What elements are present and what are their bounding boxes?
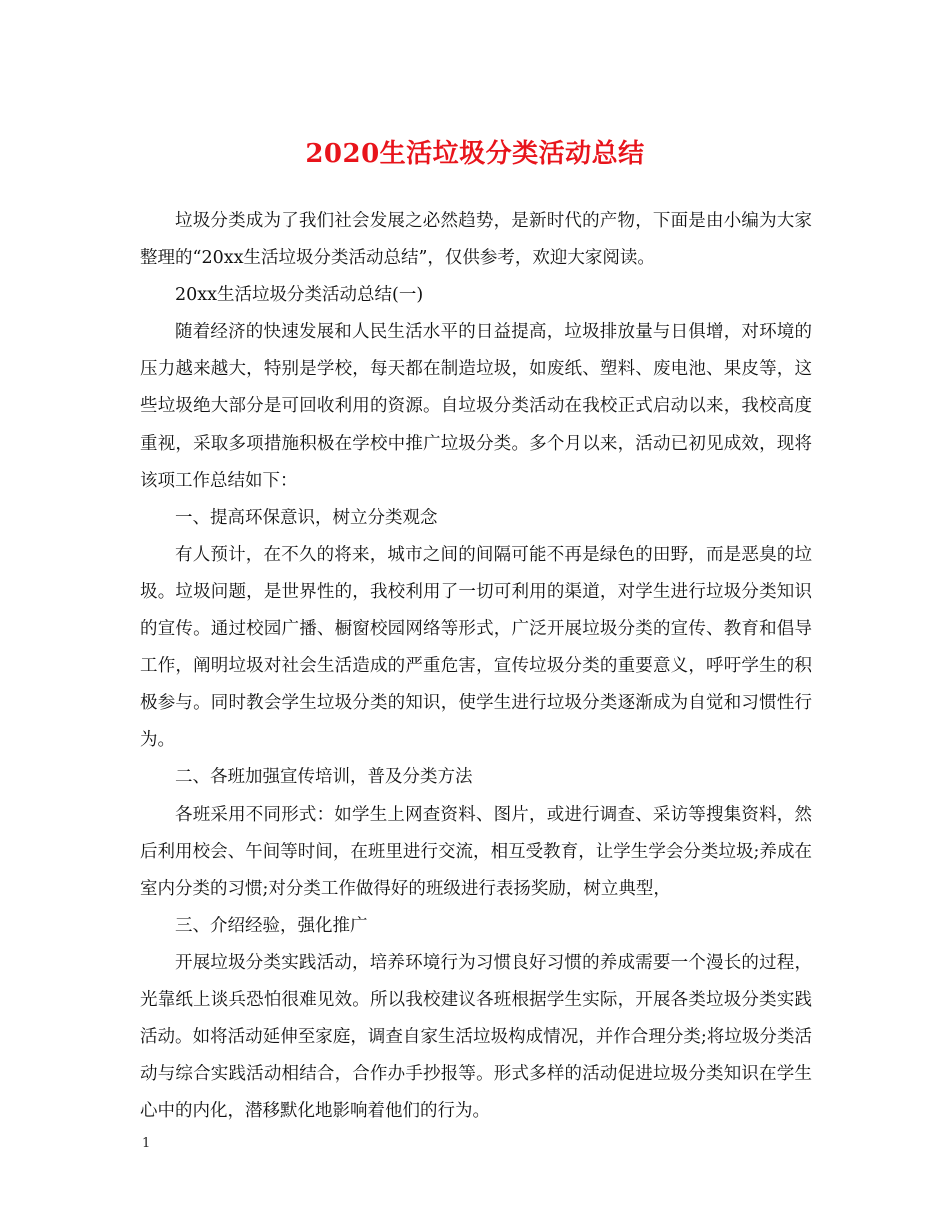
- body-paragraph: 有人预计，在不久的将来，城市之间的间隔可能不再是绿色的田野，而是恶臭的垃圾。垃圾问题，是世界性的，我校利用了一切可利用的渠道，对学生进行垃圾分类知识的宣传。通过校园广播、橱窗校园网络等形式，广泛开展垃圾分类的宣传、教育和倡导工作，阐明垃圾对社会生活造成的严重危害，宣传垃圾分类的重要意义，呼吁学生的积极参与。同时教会学生垃圾分类的知识，使学生进行垃圾分类逐渐成为自觉和习惯性行为。: [140, 544, 812, 751]
- body-paragraph: 随着经济的快速发展和人民生活水平的日益提高，垃圾排放量与日俱增，对环境的压力越来越大，特别是学校，每天都在制造垃圾，如废纸、塑料、废电池、果皮等，这些垃圾绝大部分是可回收利用的资源。自垃圾分类活动在我校正式启动以来，我校高度重视，采取多项措施积极在学校中推广垃圾分类。多个月以来，活动已初见成效，现将该项工作总结如下：: [140, 322, 812, 491]
- section-heading-three: 三、介绍经验，强化推广: [175, 915, 368, 936]
- section-heading-one: 一、提高环保意识，树立分类观念: [175, 507, 438, 528]
- body-paragraph: 各班采用不同形式：如学生上网查资料、图片，或进行调查、采访等搜集资料，然后利用校会、午间等时间，在班里进行交流，相互受教育，让学生学会分类垃圾;养成在室内分类的习惯;对分类工作做得好的班级进行表扬奖励，树立典型，: [140, 804, 812, 899]
- page-number: 1: [142, 1136, 151, 1151]
- document-body: [140, 203, 812, 1130]
- intro-paragraph: 垃圾分类成为了我们社会发展之必然趋势，是新时代的产物，下面是由小编为大家整理的“20xx生活垃圾分类活动总结”，仅供参考，欢迎大家阅读。: [140, 211, 812, 269]
- body-paragraph: 开展垃圾分类实践活动，培养环境行为习惯良好习惯的养成需要一个漫长的过程，光靠纸上谈兵恐怕很难见效。所以我校建议各班根据学生实际，开展各类垃圾分类实践活动。如将活动延伸至家庭，调查自家生活垃圾构成情况，并作合理分类;将垃圾分类活动与综合实践活动相结合，合作办手抄报等。形式多样的活动促进垃圾分类知识在学生心中的内化，潜移默化地影响着他们的行为。: [140, 952, 812, 1122]
- section-heading-two: 二、各班加强宣传培训，普及分类方法: [175, 767, 473, 788]
- section-heading-summary-one: 20xx生活垃圾分类活动总结(一): [175, 285, 424, 306]
- document-title: 2020生活垃圾分类活动总结: [305, 139, 645, 169]
